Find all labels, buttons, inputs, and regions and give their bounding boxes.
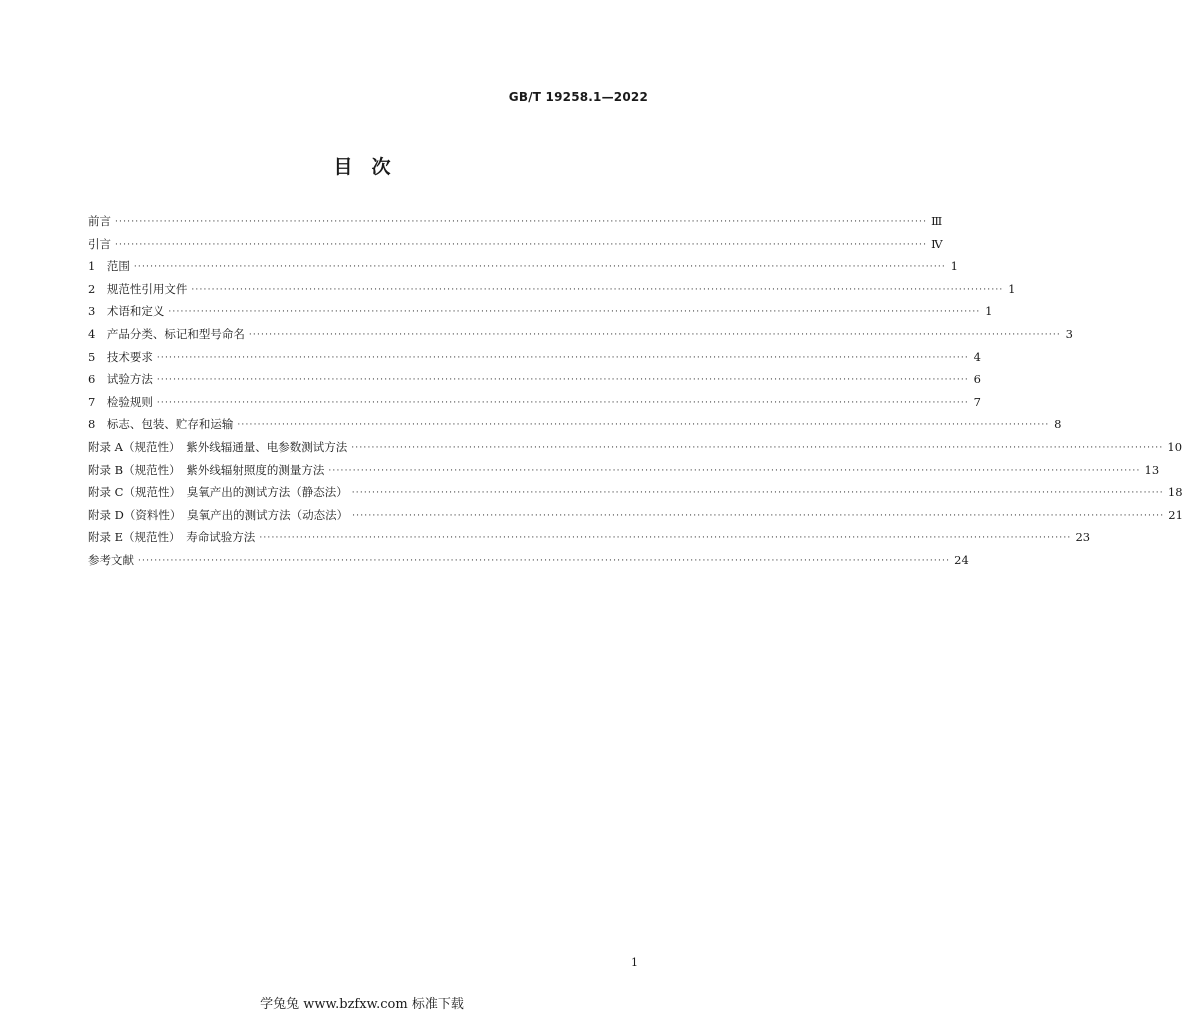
- toc-entry[interactable]: [88, 300, 993, 323]
- standard-code: GB/T 19258.1—2022: [508, 90, 648, 104]
- dot-leader: ········································································································································································································: [248, 329, 1061, 340]
- toc-entry-page: 4: [973, 349, 981, 364]
- toc-entry-page: 21: [1168, 507, 1183, 522]
- dot-leader: ········································································································································································································: [191, 284, 1004, 295]
- toc-entry[interactable]: [88, 436, 1183, 459]
- toc-entry-page: 23: [1075, 530, 1091, 545]
- toc-entry[interactable]: [88, 346, 981, 369]
- toc-entry-label: 3 术语和定义: [88, 304, 165, 319]
- toc-entry[interactable]: [88, 368, 981, 391]
- toc-entry-label: 附录 E（规范性） 寿命试验方法: [88, 530, 256, 545]
- toc-entry[interactable]: [88, 255, 958, 278]
- dot-leader: ········································································································································································································: [352, 510, 1165, 521]
- page-number: 1: [631, 956, 638, 969]
- toc-entry-page: 18: [1167, 485, 1183, 500]
- dot-leader: ········································································································································································································: [237, 420, 1050, 431]
- dot-leader: ········································································································································································································: [133, 262, 946, 273]
- toc-entry[interactable]: [88, 391, 981, 414]
- toc-entry[interactable]: [88, 233, 943, 256]
- toc-entry-page: 8: [1054, 417, 1062, 432]
- toc-entry-page: 13: [1144, 462, 1160, 477]
- toc-entry[interactable]: [88, 459, 1160, 482]
- toc-entry-page: 1: [950, 259, 958, 274]
- toc-entry[interactable]: [88, 526, 1091, 549]
- dot-leader: ········································································································································································································: [351, 488, 1164, 499]
- toc-entry[interactable]: [88, 210, 943, 233]
- toc-entry-label: 1 范围: [88, 259, 130, 274]
- toc-entry-label: 附录 C（规范性） 臭氧产出的测试方法（静态法）: [88, 485, 348, 500]
- toc-entry-label: 4 产品分类、标记和型号命名: [88, 326, 245, 341]
- toc-entry-page: 1: [985, 304, 993, 319]
- toc-entry-page: Ⅳ: [931, 236, 943, 251]
- toc-entry-label: 参考文献: [88, 552, 134, 567]
- toc-entry-label: 8 标志、包装、贮存和运输: [88, 417, 234, 432]
- toc-entry[interactable]: [88, 504, 1183, 527]
- toc-entry-page: 3: [1065, 326, 1073, 341]
- toc-entry[interactable]: [88, 278, 1016, 301]
- dot-leader: ········································································································································································································: [115, 239, 928, 250]
- toc-entry-label: 2 规范性引用文件: [88, 281, 188, 296]
- toc-entry-label: 附录 D（资料性） 臭氧产出的测试方法（动态法）: [88, 507, 349, 522]
- dot-leader: ········································································································································································································: [328, 465, 1141, 476]
- page-title: 目 次: [333, 156, 391, 178]
- toc-entry-page: 10: [1167, 439, 1183, 454]
- table-of-contents: [88, 210, 1183, 572]
- toc-entry-label: 7 检验规则: [88, 394, 153, 409]
- toc-entry-page: Ⅲ: [931, 214, 943, 228]
- footer-watermark: 学兔兔 www.bzfxw.com 标准下载: [260, 997, 464, 1012]
- toc-entry-label: 附录 A（规范性） 紫外线辐通量、电参数测试方法: [88, 439, 348, 454]
- dot-leader: ········································································································································································································: [351, 442, 1164, 453]
- toc-entry-label: 引言: [88, 236, 111, 251]
- toc-entry[interactable]: [88, 549, 969, 572]
- dot-leader: ········································································································································································································: [156, 397, 969, 408]
- dot-leader: ········································································································································································································: [259, 533, 1072, 544]
- toc-entry[interactable]: [88, 481, 1183, 504]
- toc-entry-page: 1: [1008, 281, 1016, 296]
- toc-entry-label: 附录 B（规范性） 紫外线辐射照度的测量方法: [88, 462, 325, 477]
- toc-entry-page: 7: [973, 394, 981, 409]
- toc-entry[interactable]: [88, 323, 1073, 346]
- dot-leader: ········································································································································································································: [115, 217, 928, 227]
- dot-leader: ········································································································································································································: [156, 375, 969, 386]
- dot-leader: ········································································································································································································: [138, 555, 951, 566]
- toc-entry-page: 6: [973, 372, 981, 387]
- dot-leader: ········································································································································································································: [156, 352, 969, 363]
- toc-entry-label: 6 试验方法: [88, 372, 153, 387]
- toc-entry-page: 24: [954, 552, 969, 567]
- toc-entry[interactable]: [88, 413, 1062, 436]
- dot-leader: ········································································································································································································: [168, 307, 981, 318]
- toc-entry-label: 前言: [88, 214, 111, 228]
- toc-entry-label: 5 技术要求: [88, 349, 153, 364]
